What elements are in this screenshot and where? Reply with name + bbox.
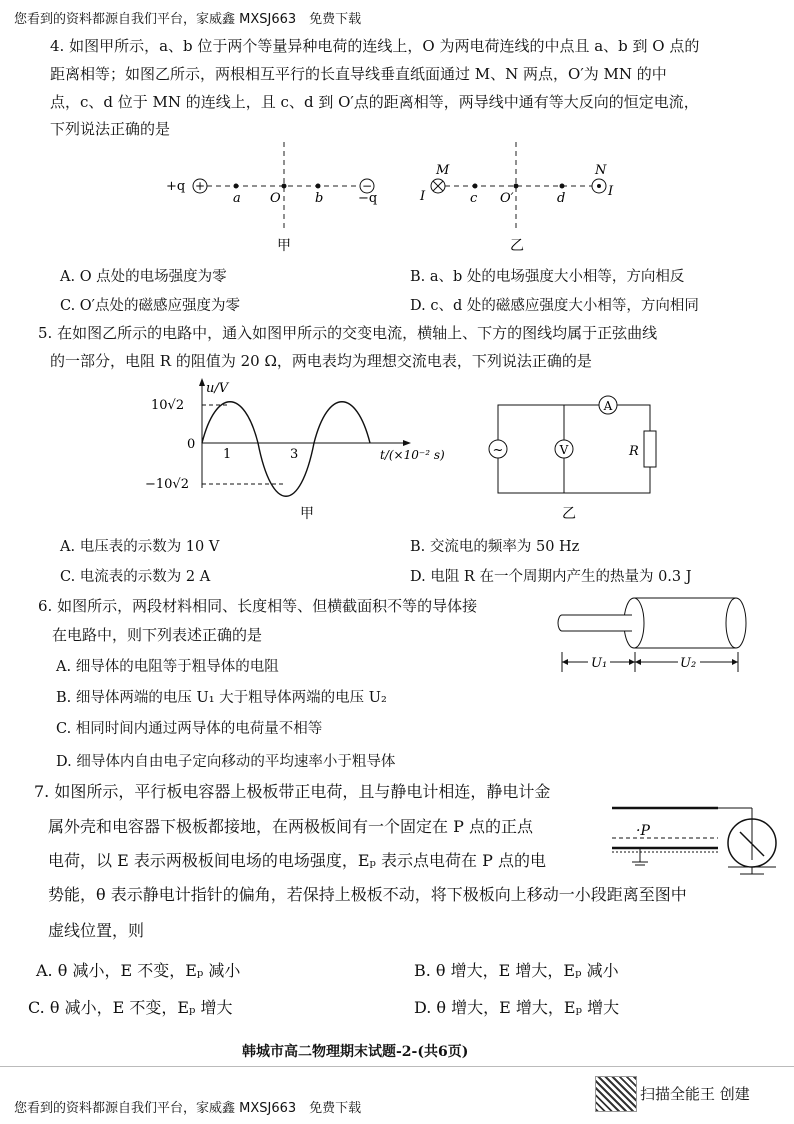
q7-option-b[interactable]: B. θ 增大，E 增大，Eₚ 减小 xyxy=(414,961,619,980)
page-footer: 韩城市高二物理期末试题-2-(共6页) xyxy=(242,1044,469,1060)
q6-u2-label: U₂ xyxy=(680,656,697,671)
q4-option-a[interactable]: A. O 点处的电场强度为零 xyxy=(60,269,227,285)
q4-point-d: d xyxy=(557,191,566,206)
q4-line-2: 距离相等；如图乙所示，两根相互平行的长直导线垂直纸面通过 M、N 两点，O′为 MN 的中 xyxy=(50,65,667,83)
q7-line-2: 属外壳和电容器下极板都接地，在两极板间有一个固定在 P 点的正点 xyxy=(48,817,533,836)
q5-option-c[interactable]: C. 电流表的示数为 2 A xyxy=(60,569,211,585)
q4-point-c: c xyxy=(470,191,478,206)
q4-caption-jia: 甲 xyxy=(277,238,291,254)
q6-option-b[interactable]: B. 细导体两端的电压 U₁ 大于粗导体两端的电压 U₂ xyxy=(56,690,387,706)
q7-option-d[interactable]: D. θ 增大，E 增大，Eₚ 增大 xyxy=(414,998,620,1017)
q6-option-c[interactable]: C. 相同时间内通过两导体的电荷量不相等 xyxy=(56,721,323,737)
q6-conductor-figure xyxy=(540,590,750,685)
qr-code-icon xyxy=(595,1076,637,1112)
q4-point-o-prime: O′ xyxy=(500,191,514,206)
q5-chart-caption: 甲 xyxy=(300,506,314,522)
q4-point-m: M xyxy=(436,163,450,178)
q5-chart-tick-3: 3 xyxy=(290,447,299,462)
q4-caption-yi: 乙 xyxy=(510,238,524,254)
q6-line-1: 6. 如图所示，两段材料相同、长度相等、但横截面积不等的导体接 xyxy=(38,597,478,615)
q5-ammeter: A xyxy=(603,399,613,413)
q7-line-5: 虚线位置，则 xyxy=(48,921,145,940)
q4-line-1: 4. 如图甲所示，a、b 位于两个等量异种电荷的连线上，O 为两电荷连线的中点且 a、b 到 O 点的 xyxy=(50,37,700,55)
q5-voltage-chart xyxy=(145,378,475,523)
q4-left-charge: +q xyxy=(166,179,186,194)
q7-line-1: 7. 如图所示，平行板电容器上极板带正电荷，且与静电计相连，静电计金 xyxy=(34,782,551,801)
q5-option-b[interactable]: B. 交流电的频率为 50 Hz xyxy=(410,539,580,555)
svg-text:−: − xyxy=(361,179,373,193)
q4-option-d[interactable]: D. c、d 处的磁感应强度大小相等，方向相同 xyxy=(410,298,699,314)
q4-figure-jia xyxy=(160,140,390,265)
q5-circuit xyxy=(480,388,680,528)
q4-point-n: N xyxy=(595,163,607,178)
top-banner: 您看到的资料都源自我们平台，家威鑫 MXSJ663 免费下载 xyxy=(14,12,362,27)
q6-u1-label: U₁ xyxy=(591,656,608,671)
svg-text:+: + xyxy=(194,179,206,193)
q5-resistor-label: R xyxy=(629,444,639,459)
q5-chart-ytop: 10√2 xyxy=(151,398,185,413)
q4-current-right: I xyxy=(608,184,614,199)
q6-option-d[interactable]: D. 细导体内自由电子定向移动的平均速率小于粗导体 xyxy=(56,754,396,770)
q6-line-2: 在电路中，则下列表述正确的是 xyxy=(52,626,263,644)
q4-point-a: a xyxy=(233,191,241,206)
q4-figure-yi xyxy=(412,140,622,265)
q5-line-2: 的一部分，电阻 R 的阻值为 20 Ω，两电表均为理想交流电表，下列说法正确的是 xyxy=(50,352,592,370)
q4-option-b[interactable]: B. a、b 处的电场强度大小相等，方向相反 xyxy=(410,269,685,285)
q5-option-a[interactable]: A. 电压表的示数为 10 V xyxy=(60,539,220,555)
footer-divider xyxy=(0,1066,794,1067)
q4-right-charge: −q xyxy=(358,191,378,206)
q7-line-4: 势能，θ 表示静电计指针的偏角，若保持上极板不动，将下极板向上移动一小段距离至图中 xyxy=(48,885,687,904)
scanner-badge: 扫描全能王 创建 xyxy=(640,1085,750,1103)
q4-line-4: 下列说法正确的是 xyxy=(50,120,171,138)
q6-option-a[interactable]: A. 细导体的电阻等于粗导体的电阻 xyxy=(56,659,279,675)
q5-option-d[interactable]: D. 电阻 R 在一个周期内产生的热量为 0.3 J xyxy=(410,569,692,585)
q4-current-left: I xyxy=(420,189,426,204)
q4-point-o: O xyxy=(270,191,281,206)
q4-option-c[interactable]: C. O′点处的磁感应强度为零 xyxy=(60,298,240,314)
q7-capacitor-figure xyxy=(600,780,780,880)
q5-chart-xlabel: t/(×10⁻² s) xyxy=(380,448,445,462)
q5-ac-source-icon: ~ xyxy=(492,443,504,458)
q4-point-b: b xyxy=(315,191,324,206)
q7-option-a[interactable]: A. θ 减小，E 不变，Eₚ 减小 xyxy=(36,961,241,980)
q5-chart-yzero: 0 xyxy=(187,437,196,452)
q5-chart-tick-1: 1 xyxy=(223,447,232,462)
q7-line-3: 电荷，以 E 表示两极板间电场的电场强度，Eₚ 表示点电荷在 P 点的电 xyxy=(48,851,546,870)
q5-line-1: 5. 在如图乙所示的电路中，通入如图甲所示的交变电流，横轴上、下方的图线均属于正弦曲线 xyxy=(38,324,658,342)
q5-voltmeter: V xyxy=(559,443,569,457)
q7-point-p: ·P xyxy=(636,823,650,839)
q5-chart-ybottom: −10√2 xyxy=(145,477,189,492)
q7-option-c[interactable]: C. θ 减小，E 不变，Eₚ 增大 xyxy=(28,998,233,1017)
q5-chart-ylabel: u/V xyxy=(206,381,229,396)
q4-line-3: 点，c、d 位于 MN 的连线上，且 c、d 到 O′点的距离相等，两导线中通有等大反向的恒定电流， xyxy=(50,93,699,111)
bottom-banner: 您看到的资料都源自我们平台，家威鑫 MXSJ663 免费下载 xyxy=(14,1101,362,1116)
q5-circuit-caption: 乙 xyxy=(562,506,576,522)
